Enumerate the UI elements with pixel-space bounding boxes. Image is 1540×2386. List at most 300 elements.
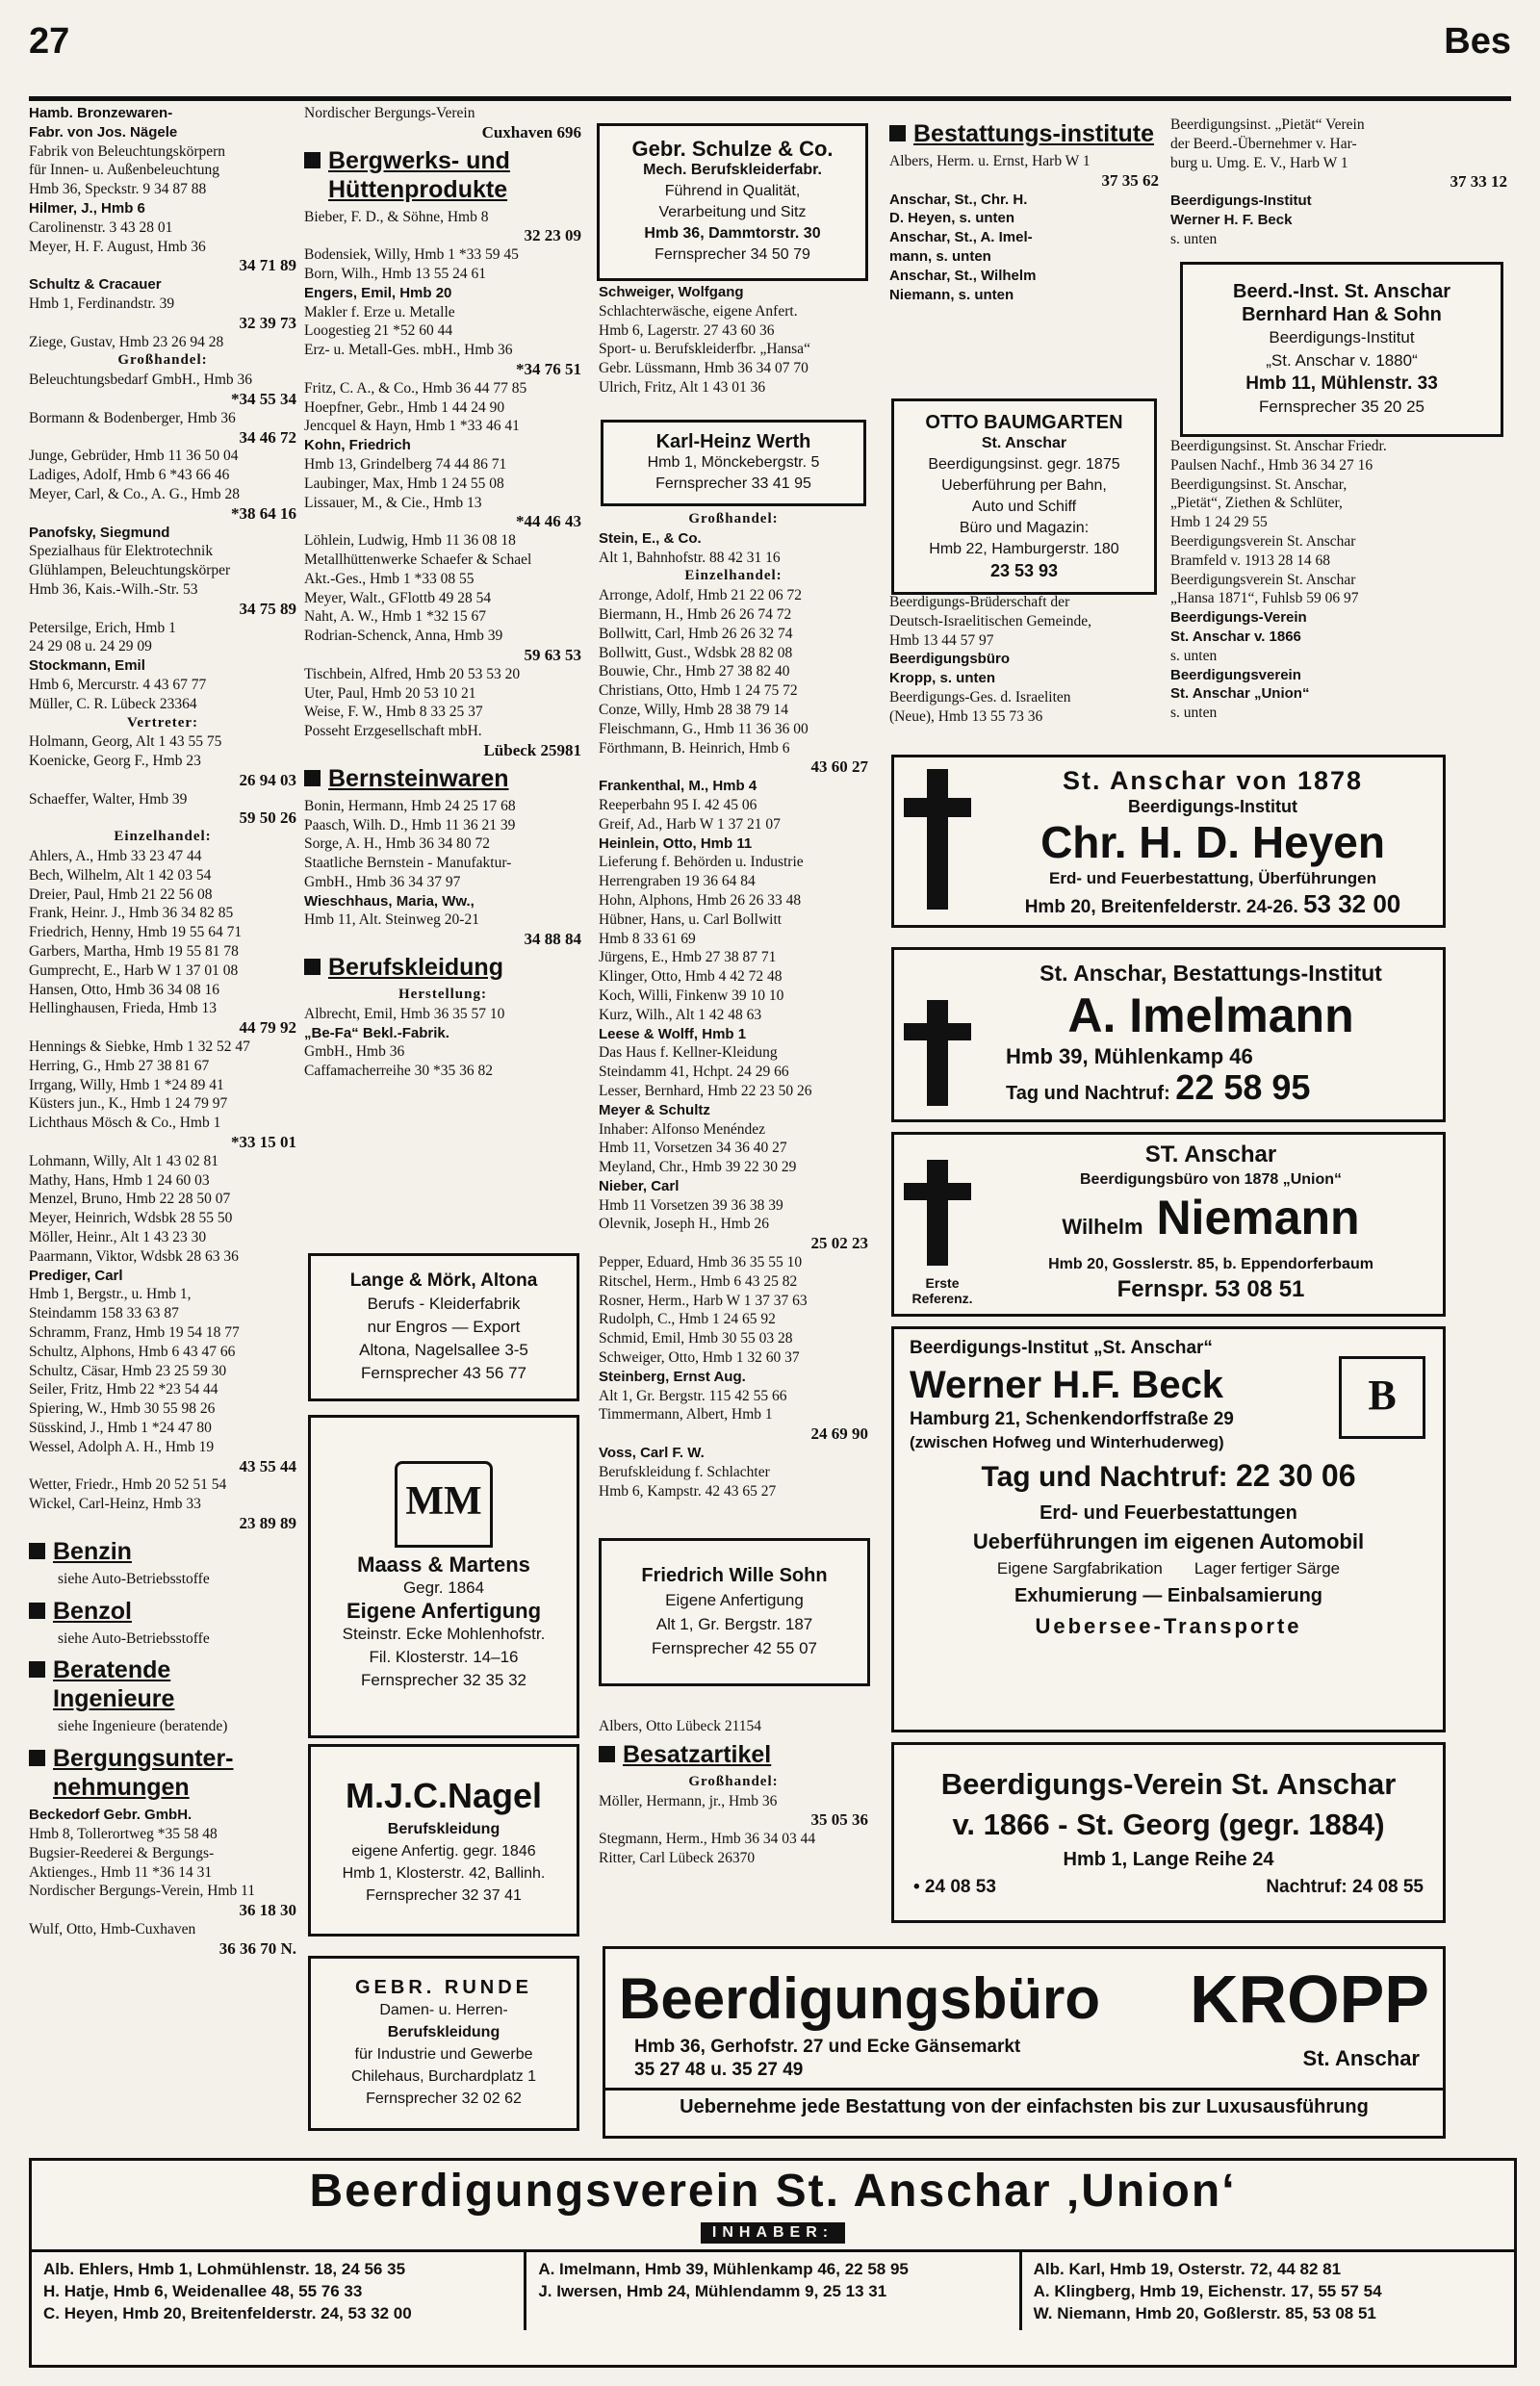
- text-line: Beerd.-Inst. St. Anschar: [1233, 281, 1450, 302]
- crown-logo: MM: [395, 1461, 493, 1548]
- listing-line: Ziege, Gustav, Hmb 23 26 94 28: [29, 333, 224, 350]
- listing-line: Laubinger, Max, Hmb 1 24 55 08: [304, 475, 504, 492]
- listing-line: Hübner, Hans, u. Carl Bollwitt: [599, 911, 783, 928]
- listing-line: Engers, Emil, Hmb 20: [304, 284, 452, 301]
- listing-line: Bech, Wilhelm, Alt 1 42 03 54: [29, 866, 212, 884]
- listing-line: Müller, C. R. Lübeck 23364: [29, 695, 197, 712]
- text-line: M.J.C.Nagel: [345, 1776, 543, 1815]
- listing-line: Wessel, Adolph A. H., Hmb 19: [29, 1438, 215, 1455]
- listing-line: Herstellung:: [398, 987, 487, 1003]
- listing-line: Beerdigungsverein: [1170, 666, 1301, 683]
- col1-entries-a: [29, 104, 296, 1533]
- text-line: Fernsprecher 34 50 79: [654, 246, 810, 263]
- listing-line: Christians, Otto, Hmb 1 24 75 72: [599, 682, 798, 700]
- category-benzin: [29, 1537, 296, 1566]
- listing-line: Friedrich, Henny, Hmb 19 55 64 71: [29, 924, 243, 941]
- col5-entries-b: [1170, 437, 1507, 723]
- listing-line: Hohn, Alphons, Hmb 26 26 33 48: [599, 891, 802, 909]
- listing-line: D. Heyen, s. unten: [889, 210, 1015, 227]
- listing-line: Bugsier-Reederei & Bergungs-: [29, 1844, 215, 1861]
- ad-kropp: [603, 1946, 1446, 2139]
- listing-line: Hansen, Otto, Hmb 36 34 08 16: [29, 981, 220, 998]
- text-line: St. Anschar: [981, 435, 1067, 451]
- listing-line: 32 23 09: [524, 226, 581, 245]
- listing-line: Hmb 8, Tollerortweg *35 58 48: [29, 1825, 218, 1842]
- listing-line: Küsters jun., K., Hmb 1 24 79 97: [29, 1095, 228, 1113]
- listing-line: Beerdigungs-Ges. d. Israeliten: [889, 688, 1071, 706]
- text-line: Fil. Klosterstr. 14–16: [369, 1648, 519, 1666]
- listing-line: GmbH., Hmb 36 34 37 97: [304, 873, 461, 890]
- listing-line: Bouwie, Chr., Hmb 27 38 82 40: [599, 663, 790, 680]
- listing-line: Beerdigungsverein St. Anschar: [1170, 532, 1356, 550]
- ad-heyen: [891, 755, 1446, 928]
- listing-line: Garbers, Martha, Hmb 19 55 81 78: [29, 943, 239, 961]
- listing-line: Hmb 6, Mercurstr. 4 43 67 77: [29, 676, 207, 693]
- listing-line: Klinger, Otto, Hmb 4 42 72 48: [599, 968, 783, 986]
- text-line: C. Heyen, Hmb 20, Breitenfelderstr. 24, 53 32 00: [43, 2304, 412, 2322]
- listing-line: Hmb 8 33 61 69: [599, 930, 696, 947]
- page-number: 27: [29, 21, 70, 62]
- listing-line: Carolinenstr. 3 43 28 01: [29, 218, 173, 236]
- listing-line: Irrgang, Willy, Hmb 1 *24 89 41: [29, 1076, 224, 1093]
- listing-line: Prediger, Carl: [29, 1267, 123, 1284]
- listing-line: mann, s. unten: [889, 247, 991, 265]
- text-line: Erd- und Feuerbestattung, Überführungen: [1049, 869, 1376, 887]
- col4-entries-b: [889, 593, 1159, 727]
- col1-entries-b: [29, 1806, 296, 1958]
- listing-line: 37 35 62: [1101, 170, 1159, 190]
- listing-line: Schmid, Emil, Hmb 30 55 03 28: [599, 1330, 793, 1347]
- text-line: KROPP: [1190, 1961, 1429, 2037]
- column-5-part-a: [1170, 115, 1507, 258]
- listing-line: Sport- u. Berufskleiderfbr. „Hansa“: [599, 341, 810, 358]
- text-line: Eigene Anfertigung: [665, 1591, 804, 1609]
- listing-line: Meyer & Schultz: [599, 1101, 710, 1118]
- listing-line: burg u. Umg. E. V., Harb W 1: [1170, 154, 1348, 171]
- listing-line: Hmb 13 44 57 97: [889, 631, 994, 649]
- text-line: Bestattungs-institute: [913, 120, 1154, 147]
- text-line: Werner H.F. Beck: [910, 1364, 1224, 1406]
- text-line: Bernsteinwaren: [328, 764, 509, 792]
- text-line: Fernsprecher 32 02 62: [366, 2091, 522, 2107]
- listing-line: Vertreter:: [126, 714, 199, 731]
- text-line: Hmb 1, Klosterstr. 42, Ballinh.: [342, 1865, 546, 1882]
- listing-line: 36 18 30: [239, 1901, 296, 1920]
- listing-line: 59 63 53: [524, 645, 581, 664]
- listing-line: Frank, Heinr. J., Hmb 36 34 82 85: [29, 905, 234, 922]
- listing-line: Stockmann, Emil: [29, 657, 145, 675]
- listing-line: 34 75 89: [239, 599, 296, 618]
- listing-line: Alt 1, Bahnhofstr. 88 42 31 16: [599, 549, 781, 566]
- text-line: Berufs - Kleiderfabrik: [367, 1295, 521, 1313]
- text-line: Berufskleidung: [387, 2024, 500, 2040]
- listing-line: Meyer, H. F. August, Hmb 36: [29, 238, 206, 255]
- ad-gebr-schulze: [597, 123, 868, 281]
- listing-line: Mathy, Hans, Hmb 1 24 60 03: [29, 1171, 210, 1189]
- listing-line: *38 64 16: [231, 503, 296, 523]
- listing-line: Steindamm 41, Hchpt. 24 29 66: [599, 1064, 789, 1081]
- listing-line: Wulf, Otto, Hmb-Cuxhaven: [29, 1920, 196, 1937]
- listing-line: Beleuchtungsbedarf GmbH., Hmb 36: [29, 372, 253, 389]
- text-line: St. Anschar, Bestattungs-Institut: [1040, 961, 1382, 986]
- listing-line: „Pietät“, Ziethen & Schlüter,: [1170, 495, 1343, 512]
- listing-line: Metallhüttenwerke Schaefer & Schael: [304, 551, 532, 568]
- text-line: Erste Referenz.: [911, 1275, 973, 1306]
- listing-line: Rudolph, C., Hmb 1 24 65 92: [599, 1311, 776, 1328]
- text-line: Hamburg 21, Schenkendorffstraße 29: [910, 1409, 1234, 1429]
- text-line: Beerdigungsinst. gegr. 1875: [928, 456, 1120, 473]
- listing-line: Schramm, Franz, Hmb 19 54 18 77: [29, 1324, 240, 1341]
- text-line: A. Imelmann, Hmb 39, Mühlenkamp 46, 22 58 95: [538, 2260, 909, 2278]
- listing-line: Ritschel, Herm., Hmb 6 43 25 82: [599, 1272, 798, 1290]
- listing-line: Schultz & Cracauer: [29, 276, 162, 294]
- listing-line: Niemann, s. unten: [889, 286, 1014, 303]
- text-line: Berufskleidung: [387, 1821, 500, 1837]
- text-line: Alb. Karl, Hmb 19, Osterstr. 72, 44 82 81: [1033, 2260, 1342, 2278]
- text-line: Hmb 20, Breitenfelderstr. 24-26.: [1024, 897, 1298, 917]
- listing-line: Fritz, C. A., & Co., Hmb 36 44 77 85: [304, 379, 527, 397]
- listing-line: Sorge, A. H., Hmb 36 34 80 72: [304, 835, 491, 853]
- text-line: Fernspr. 53 08 51: [1116, 1276, 1305, 1302]
- text-line: Altona, Nagelsallee 3-5: [359, 1341, 528, 1359]
- listing-line: Glühlampen, Beleuchtungskörper: [29, 562, 231, 579]
- column-1: [29, 104, 296, 2183]
- category-bergwerks: [304, 146, 581, 204]
- text-line: Hmb 1, Mönckebergstr. 5: [647, 454, 820, 471]
- listing-line: s. unten: [1170, 705, 1218, 722]
- listing-line: 34 46 72: [239, 427, 296, 447]
- text-line: Friedrich Wille Sohn: [641, 1565, 828, 1586]
- listing-line: Hamb. Bronzewaren-: [29, 105, 173, 121]
- listing-line: Nieber, Carl: [599, 1177, 680, 1194]
- text-line: Wilhelm: [1062, 1215, 1143, 1239]
- listing-line: Hmb 1 24 29 55: [1170, 514, 1268, 531]
- category-benzol: [29, 1597, 296, 1626]
- listing-line: Makler f. Erze u. Metalle: [304, 303, 455, 321]
- text-line: Gegr. 1864: [402, 1578, 485, 1597]
- listing-line: „Be-Fa“ Bekl.-Fabrik.: [304, 1024, 449, 1041]
- text-line: 22 30 06: [1235, 1458, 1356, 1493]
- text-line: Hmb 36, Gerhofstr. 27 und Ecke Gänsemarkt: [634, 2036, 1021, 2057]
- text-line: Fernsprecher 33 41 95: [655, 475, 811, 492]
- listing-line: Timmermann, Albert, Hmb 1: [599, 1406, 773, 1424]
- text-line: Beerdigungs-Verein St. Anschar: [940, 1767, 1397, 1801]
- listing-line: Fabr. von Jos. Nägele: [29, 123, 178, 141]
- column-4-part-a: [889, 115, 1159, 395]
- listing-line: Möller, Hermann, jr., Hmb 36: [599, 1792, 778, 1809]
- listing-line: St. Anschar „Union“: [1170, 685, 1310, 703]
- listing-line: Hmb 11 Vorsetzen 39 36 38 39: [599, 1196, 783, 1214]
- text-line: „St. Anschar v. 1880“: [1266, 351, 1418, 370]
- text-line: J. Iwersen, Hmb 24, Mühlendamm 9, 25 13 31: [538, 2282, 887, 2300]
- listing-line: Ulrich, Fritz, Alt 1 43 01 36: [599, 378, 766, 396]
- listing-line: 44 79 92: [239, 1018, 296, 1038]
- listing-line: für Innen- u. Außenbeleuchtung: [29, 162, 219, 179]
- listing-line: Conze, Willy, Hmb 28 38 79 14: [599, 701, 788, 718]
- listing-line: Inhaber: Alfonso Menéndez: [599, 1120, 766, 1138]
- listing-line: Meyland, Chr., Hmb 39 22 30 29: [599, 1159, 797, 1176]
- listing-line: *33 15 01: [231, 1133, 296, 1152]
- listing-line: Ritter, Carl Lübeck 26370: [599, 1849, 756, 1866]
- listing-line: 24 29 08 u. 24 29 09: [29, 638, 152, 655]
- listing-line: Beerdigungs-Institut: [1170, 192, 1312, 210]
- text-line: Hmb 39, Mühlenkamp 46: [1006, 1044, 1253, 1068]
- listing-line: Weise, F. W., Hmb 8 33 25 37: [304, 704, 483, 721]
- text-line: Hmb 1, Lange Reihe 24: [1063, 1849, 1274, 1870]
- listing-line: Hmb 13, Grindelberg 74 44 86 71: [304, 455, 507, 473]
- text-line: 23 53 93: [989, 561, 1059, 580]
- listing-line: Hoepfner, Gebr., Hmb 1 44 24 90: [304, 398, 505, 416]
- text-line: Fernsprecher 43 56 77: [361, 1364, 526, 1382]
- listing-line: Reeperbahn 95 I. 42 45 06: [599, 796, 757, 813]
- listing-line: Lieferung f. Behörden u. Industrie: [599, 854, 804, 871]
- listing-line: Leese & Wolff, Hmb 1: [599, 1025, 747, 1042]
- ad-maass-martens: [308, 1415, 579, 1738]
- listing-line: Seiler, Fritz, Hmb 22 *23 54 44: [29, 1381, 218, 1398]
- column-3-part-b: [599, 510, 868, 1550]
- listing-line: Einzelhandel:: [114, 829, 212, 845]
- listing-line: Aktienges., Hmb 11 *36 14 31: [29, 1863, 213, 1881]
- listing-line: Hmb 36, Speckstr. 9 34 87 88: [29, 181, 207, 198]
- col2-entries-a: [304, 208, 581, 760]
- listing-line: Tischbein, Alfred, Hmb 20 53 53 20: [304, 665, 521, 682]
- listing-line: 43 60 27: [810, 757, 868, 777]
- text-line: Erd- und Feuerbestattungen: [1040, 1502, 1297, 1524]
- column-4-part-b: [889, 593, 1159, 737]
- listing-line: Biermann, H., Hmb 26 26 74 72: [599, 605, 792, 623]
- listing-line: Dreier, Paul, Hmb 21 22 56 08: [29, 885, 213, 903]
- listing-line: Cuxhaven 696: [481, 122, 581, 141]
- listing-line: 32 39 73: [239, 313, 296, 332]
- listing-line: Koenicke, Georg F., Hmb 23: [29, 753, 201, 770]
- text-line: für Industrie und Gewerbe: [354, 2046, 533, 2063]
- listing-line: Beerdigungs-Verein: [1170, 609, 1307, 627]
- listing-line: Panofsky, Siegmund: [29, 524, 170, 541]
- listing-line: Caffamacherreihe 30 *35 36 82: [304, 1063, 493, 1080]
- listing-line: Gebr. Lüssmann, Hmb 36 34 07 70: [599, 360, 808, 377]
- listing-line: Hmb 1, Ferdinandstr. 39: [29, 295, 175, 312]
- listing-line: Anschar, St., Chr. H.: [889, 191, 1028, 208]
- text-line: Hmb 11, Mühlenstr. 33: [1245, 373, 1438, 394]
- category-berufskleidung: [304, 953, 581, 982]
- listing-line: Schultz, Alphons, Hmb 6 43 47 66: [29, 1343, 236, 1360]
- text-line: Beerdigungs-Institut: [1128, 797, 1297, 816]
- text-line: Chilehaus, Burchardplatz 1: [350, 2068, 537, 2085]
- listing-line: 43 55 44: [239, 1456, 296, 1475]
- text-line: Beerdigungsbüro von 1878 „Union“: [1079, 1171, 1343, 1188]
- listing-line: Beerdigungsbüro: [889, 651, 1011, 668]
- listing-line: Löhlein, Ludwig, Hmb 11 36 08 18: [304, 532, 516, 550]
- text-line: Gebr. Schulze & Co.: [631, 137, 834, 161]
- listing-line: Albers, Otto Lübeck 21154: [599, 1718, 762, 1734]
- listing-line: 26 94 03: [239, 770, 296, 789]
- text-line: Eigene Sargfabrikation Lager fertiger Särge: [996, 1559, 1341, 1578]
- listing-line: Beerdigungsinst. „Pietät“ Verein: [1170, 116, 1365, 133]
- listing-line: *34 76 51: [516, 359, 581, 378]
- listing-line: Olevnik, Joseph H., Hmb 26: [599, 1216, 769, 1233]
- text-line: Uebernehme jede Bestattung von der einfachsten bis zur Luxusausführung: [605, 2088, 1443, 2123]
- listing-line: Nordischer Bergungs-Verein, Hmb 11: [29, 1883, 256, 1900]
- ad-verein-1866: [891, 1742, 1446, 1923]
- listing-line: Loogestieg 21 *52 60 44: [304, 322, 453, 340]
- listing-line: Pepper, Eduard, Hmb 36 35 55 10: [599, 1254, 803, 1271]
- text-line: Ueberführung per Bahn,: [941, 477, 1107, 494]
- listing-line: Albrecht, Emil, Hmb 36 35 57 10: [304, 1005, 505, 1022]
- listing-line: 23 89 89: [239, 1513, 296, 1532]
- listing-line: Paulsen Nachf., Hmb 36 34 27 16: [1170, 456, 1373, 474]
- listing-line: Staatliche Bernstein - Manufaktur-: [304, 855, 512, 872]
- cross-icon: [927, 769, 948, 910]
- listing-line: „Hansa 1871“, Fuhlsb 59 06 97: [1170, 590, 1359, 607]
- ad-verein-union: [29, 2158, 1517, 2368]
- text-line: ST. Anschar: [1144, 1142, 1277, 1167]
- text-line: Hmb 36, Dammtorstr. 30: [644, 225, 821, 242]
- listing-line: Wieschhaus, Maria, Ww.,: [304, 892, 475, 910]
- listing-line: Lesser, Bernhard, Hmb 22 23 50 26: [599, 1082, 812, 1099]
- listing-line: Spiering, W., Hmb 30 55 98 26: [29, 1400, 216, 1418]
- ad-imelmann: [891, 947, 1446, 1122]
- text-line: Benzol: [53, 1597, 132, 1625]
- listing-line: (Neue), Hmb 13 55 73 36: [889, 707, 1043, 725]
- beck-seal-icon: B: [1339, 1356, 1425, 1439]
- listing-line: Bonin, Hermann, Hmb 24 25 17 68: [304, 797, 516, 814]
- listing-line: Lissauer, M., & Cie., Hmb 13: [304, 494, 482, 511]
- listing-line: 36 36 70 N.: [218, 1938, 296, 1958]
- listing-line: s. unten: [1170, 230, 1218, 247]
- text-line: St. Anschar von 1878: [1062, 766, 1364, 795]
- listing-line: Meyer, Heinrich, Wdsbk 28 55 50: [29, 1210, 233, 1227]
- listing-line: Schaeffer, Walter, Hmb 39: [29, 790, 188, 808]
- text-line: Fernsprecher 32 37 41: [366, 1887, 522, 1904]
- listing-line: 24 69 90: [810, 1424, 868, 1444]
- page-header: [29, 21, 1511, 101]
- listing-line: Holmann, Georg, Alt 1 43 55 75: [29, 733, 222, 751]
- listing-line: Uter, Paul, Hmb 20 53 10 21: [304, 684, 476, 702]
- col3-entries-a: [599, 283, 868, 398]
- listing-line: Herring, G., Hmb 27 38 81 67: [29, 1057, 210, 1074]
- column-3-part-a: [599, 283, 868, 408]
- text-line: INHABER:: [701, 2222, 845, 2244]
- listing-line: Bollwitt, Gust., Wdsbk 28 82 08: [599, 644, 793, 661]
- listing-line: Frankenthal, M., Hmb 4: [599, 778, 757, 795]
- category-bernsteinwaren: [304, 764, 581, 793]
- cross-bar: [904, 798, 971, 817]
- listing-line: Heinlein, Otto, Hmb 11: [599, 834, 753, 852]
- ad-werner-beck: [891, 1326, 1446, 1732]
- listing-line: s. unten: [1170, 647, 1218, 664]
- text-line: Fernsprecher 35 20 25: [1259, 398, 1424, 416]
- text-line: Tag und Nachtruf:: [1006, 1083, 1170, 1104]
- listing-line: Greif, Ad., Harb W 1 37 21 07: [599, 815, 781, 833]
- listing-line: der Beerd.-Übernehmer v. Har-: [1170, 135, 1357, 152]
- ad-bernhard-han: [1180, 262, 1503, 437]
- ad-nagel: [308, 1744, 579, 1937]
- text-line: Niemann: [1156, 1191, 1360, 1244]
- col4-entries-a: [889, 152, 1159, 304]
- text-line: 22 58 95: [1175, 1067, 1311, 1107]
- see-ref: siehe Ingenieure (beratende): [58, 1718, 228, 1735]
- listing-line: Bollwitt, Carl, Hmb 26 26 32 74: [599, 625, 793, 642]
- listing-line: Hmb 1, Bergstr., u. Hmb 1,: [29, 1286, 192, 1303]
- listing-line: Schweiger, Otto, Hmb 1 32 60 37: [599, 1349, 800, 1367]
- running-keyword: Bes: [1444, 21, 1511, 62]
- listing-line: Albers, Herm. u. Ernst, Harb W 1: [889, 153, 1091, 169]
- listing-line: Anschar, St., A. Imel-: [889, 229, 1033, 246]
- listing-line: Beckedorf Gebr. GmbH.: [29, 1807, 192, 1824]
- listing-line: Fabrik von Beleuchtungskörpern: [29, 142, 226, 160]
- listing-line: *34 55 34: [231, 389, 296, 408]
- listing-line: Jürgens, E., Hmb 27 38 87 71: [599, 949, 777, 966]
- col2-top-entries: [304, 104, 581, 142]
- listing-line: *44 46 43: [516, 512, 581, 531]
- text-line: (zwischen Hofweg und Winterhuderweg): [910, 1433, 1224, 1451]
- col3-entries-b: [599, 510, 868, 1501]
- listing-line: Herrengraben 19 36 64 84: [599, 873, 756, 890]
- text-line: Exhumierung — Einbalsamierung: [1014, 1585, 1323, 1606]
- col2-entries-b: [304, 797, 581, 949]
- text-line: Führend in Qualität,: [664, 183, 801, 199]
- text-line: Bergwerks- und Hüttenprodukte: [328, 146, 510, 203]
- listing-line: Spezialhaus für Elektrotechnik: [29, 543, 214, 560]
- listing-line: Kohn, Friedrich: [304, 437, 411, 454]
- category-beratende-ingenieure: [29, 1655, 296, 1713]
- listing-line: Akt.-Ges., Hmb 1 *33 08 55: [304, 570, 475, 587]
- union-members-grid: [32, 2249, 1514, 2330]
- listing-line: Beerdigungsverein St. Anschar: [1170, 571, 1356, 588]
- listing-line: Koch, Willi, Finkenw 39 10 10: [599, 987, 784, 1004]
- text-line: Ueberführungen im eigenen Automobil: [972, 1529, 1365, 1553]
- text-line: Alb. Ehlers, Hmb 1, Lohmühlenstr. 18, 24 56 35: [43, 2260, 406, 2278]
- listing-line: Schweiger, Wolfgang: [599, 284, 744, 300]
- listing-line: Hellinghausen, Frieda, Hmb 13: [29, 1000, 218, 1017]
- listing-line: Hilmer, J., Hmb 6: [29, 199, 145, 217]
- listing-line: Menzel, Bruno, Hmb 22 28 50 07: [29, 1191, 231, 1208]
- listing-line: Bodensiek, Willy, Hmb 1 *33 59 45: [304, 246, 519, 264]
- listing-line: Großhandel:: [117, 352, 208, 369]
- cross-icon: [927, 1160, 948, 1266]
- text-line: Hmb 22, Hamburgerstr. 180: [929, 541, 1119, 557]
- listing-line: Stegmann, Herm., Hmb 36 34 03 44: [599, 1831, 816, 1848]
- listing-line: Deutsch-Israelitischen Gemeinde,: [889, 612, 1092, 629]
- cross-bar: [904, 1023, 971, 1040]
- col2-entries-c: [304, 986, 581, 1081]
- ad-wille: [599, 1538, 870, 1686]
- listing-line: Steindamm 158 33 63 87: [29, 1305, 179, 1322]
- listing-line: Bormann & Bodenberger, Hmb 36: [29, 409, 236, 426]
- category-bestattungsinstitute: [889, 119, 1159, 148]
- listing-line: Berufskleidung f. Schlachter: [599, 1463, 770, 1480]
- listing-line: Meyer, Walt., GFlottb 49 28 54: [304, 589, 492, 606]
- ad-runde: [308, 1956, 579, 2131]
- text-line: nur Engros — Export: [367, 1318, 521, 1336]
- text-line: Karl-Heinz Werth: [655, 431, 811, 452]
- listing-line: Förthmann, B. Heinrich, Hmb 6: [599, 739, 790, 757]
- text-line: Chr. H. D. Heyen: [1040, 817, 1385, 867]
- col5-entries-a: [1170, 115, 1507, 249]
- text-line: Maass & Martens: [357, 1552, 530, 1577]
- text-line: Beerdigungs-Institut: [1269, 328, 1415, 346]
- text-line: eigene Anfertig. gegr. 1846: [351, 1843, 536, 1860]
- listing-line: Born, Wilh., Hmb 13 55 24 61: [304, 265, 486, 282]
- ad-lange-moerk: [308, 1253, 579, 1401]
- listing-line: Petersilge, Erich, Hmb 1: [29, 619, 176, 636]
- listing-line: Voss, Carl F. W.: [599, 1445, 705, 1462]
- see-ref: siehe Auto-Betriebsstoffe: [58, 1629, 210, 1647]
- text-line: 53 32 00: [1303, 889, 1401, 918]
- cross-bar: [904, 1183, 971, 1200]
- listing-line: 59 50 26: [239, 808, 296, 828]
- listing-line: Posseht Erzgesellschaft mbH.: [304, 723, 482, 740]
